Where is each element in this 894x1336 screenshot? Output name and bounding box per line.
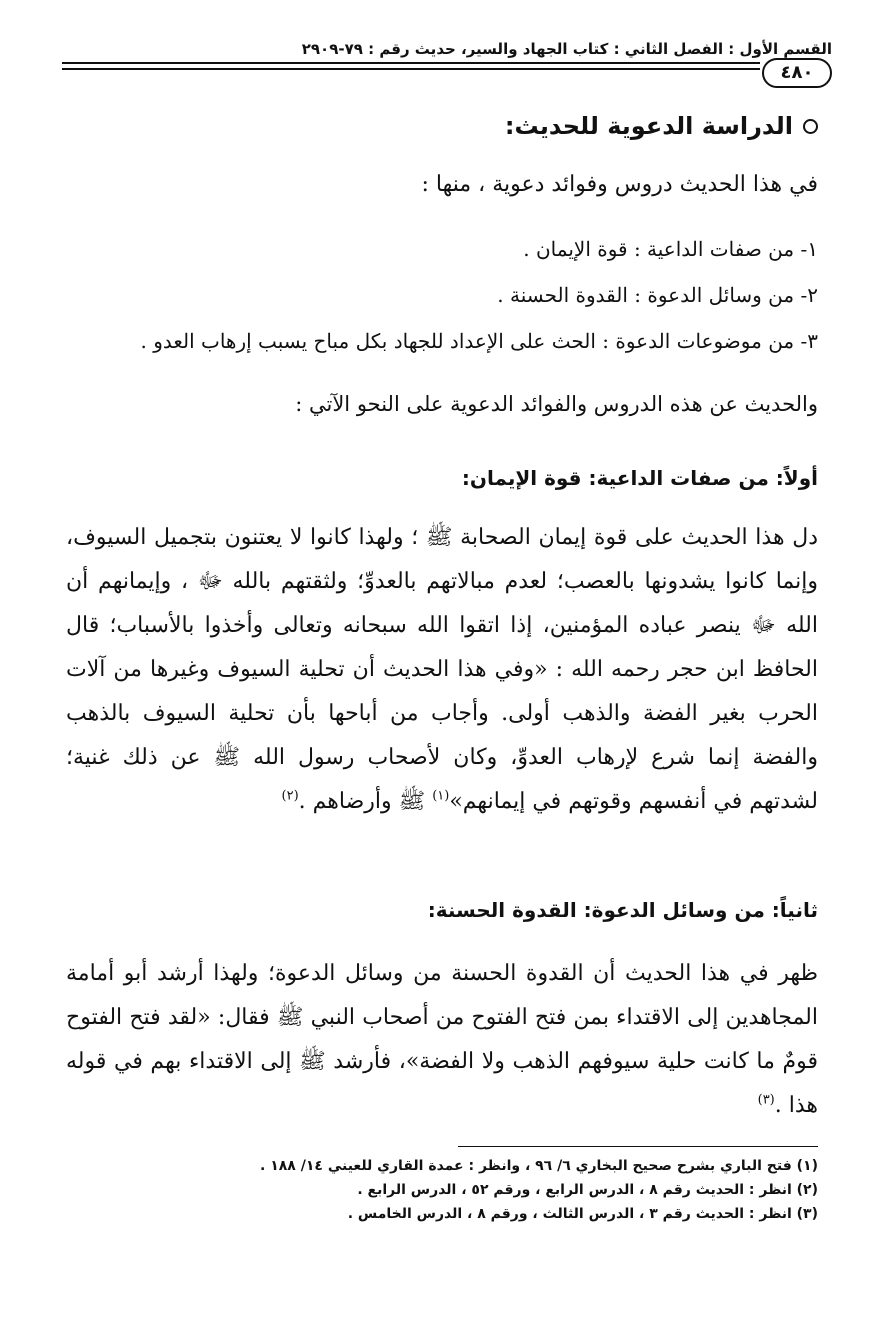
- list-item: ٢- من وسائل الدعوة : القدوة الحسنة .: [497, 283, 818, 307]
- header-rule: [62, 62, 760, 74]
- transition-text: والحديث عن هذه الدروس والفوائد الدعوية على النحو الآتي :: [295, 392, 818, 416]
- paragraph-second: [66, 952, 818, 1128]
- footnote-ref: (٣): [757, 1092, 775, 1108]
- circle-bullet-icon: [803, 119, 818, 134]
- list-item: ١- من صفات الداعية : قوة الإيمان .: [523, 237, 818, 261]
- subheading-first: أولاً: من صفات الداعية: قوة الإيمان:: [461, 466, 818, 490]
- page-number: ٤٨٠: [762, 58, 832, 88]
- paragraph-first: [66, 516, 818, 824]
- footnote: (٣) انظر : الحديث رقم ٣ ، الدرس الثالث ، ورقم ٨ ، الدرس الخامس .: [347, 1206, 818, 1222]
- section-heading-text: الدراسة الدعوية للحديث:: [504, 112, 793, 140]
- lessons-list: [66, 226, 818, 364]
- running-header: القسم الأول : الفصل الثاني : كتاب الجهاد والسير، حديث رقم : ٧٩-٢٩٠٩: [301, 40, 832, 58]
- subheading-second: ثانياً: من وسائل الدعوة: القدوة الحسنة:: [427, 898, 818, 922]
- intro-text: في هذا الحديث دروس وفوائد دعوية ، منها :: [421, 172, 818, 197]
- paragraph-tail: ﷺ وأرضاهم .: [298, 789, 433, 814]
- footnote: (١) فتح الباري بشرح صحيح البخاري ٦/ ٩٦ ، وانظر : عمدة القاري للعيني ١٤/ ١٨٨ .: [260, 1158, 818, 1174]
- footnotes: [66, 1154, 818, 1226]
- paragraph-text: ظهر في هذا الحديث أن القدوة الحسنة من وسائل الدعوة؛ ولهذا أرشد أبو أمامة المجاهدين إلى الاقتداء بمن فتح الفتوح من أصحاب النبي ﷺ فقال: «لقد فتح الفتوح قومٌ ما كانت حلية سيوفهم الذهب ولا الفضة»، فأرشد ﷺ إلى الاقتداء بهم في قوله هذا .: [66, 961, 818, 1118]
- footnote-separator: [458, 1146, 818, 1147]
- list-item: ٣- من موضوعات الدعوة : الحث على الإعداد للجهاد بكل مباح يسبب إرهاب العدو .: [140, 329, 818, 353]
- footnote-ref: (٢): [281, 788, 299, 804]
- footnote-ref: (١): [432, 788, 450, 804]
- footnote: (٢) انظر : الحديث رقم ٨ ، الدرس الرابع ، ورقم ٥٢ ، الدرس الرابع .: [357, 1182, 818, 1198]
- paragraph-text: دل هذا الحديث على قوة إيمان الصحابة ﷺ ؛ ولهذا كانوا لا يعتنون بتجميل السيوف، وإنما كانوا يشدونها بالعصب؛ لعدم مبالاتهم بالعدوِّ؛ ولثقتهم بالله ﷻ ، وإيمانهم أن الله ﷻ ينصر عباده المؤمنين، إذا اتقوا الله سبحانه وتعالى وأخذوا بالأسباب؛ قال الحافظ ابن حجر رحمه الله : «وفي هذا الحديث أن تحلية السيوف وغيرها من آلات الحرب بغير الفضة والذهب أولى. وأجاب من أباحها بأن تحلية السيوف بالذهب والفضة إنما شرع لإرهاب العدوِّ، وكان لأصحاب رسول الله ﷺ عن ذلك غنية؛ لشدتهم في أنفسهم وقوتهم في إيمانهم»: [66, 525, 818, 814]
- section-heading: [505, 112, 818, 140]
